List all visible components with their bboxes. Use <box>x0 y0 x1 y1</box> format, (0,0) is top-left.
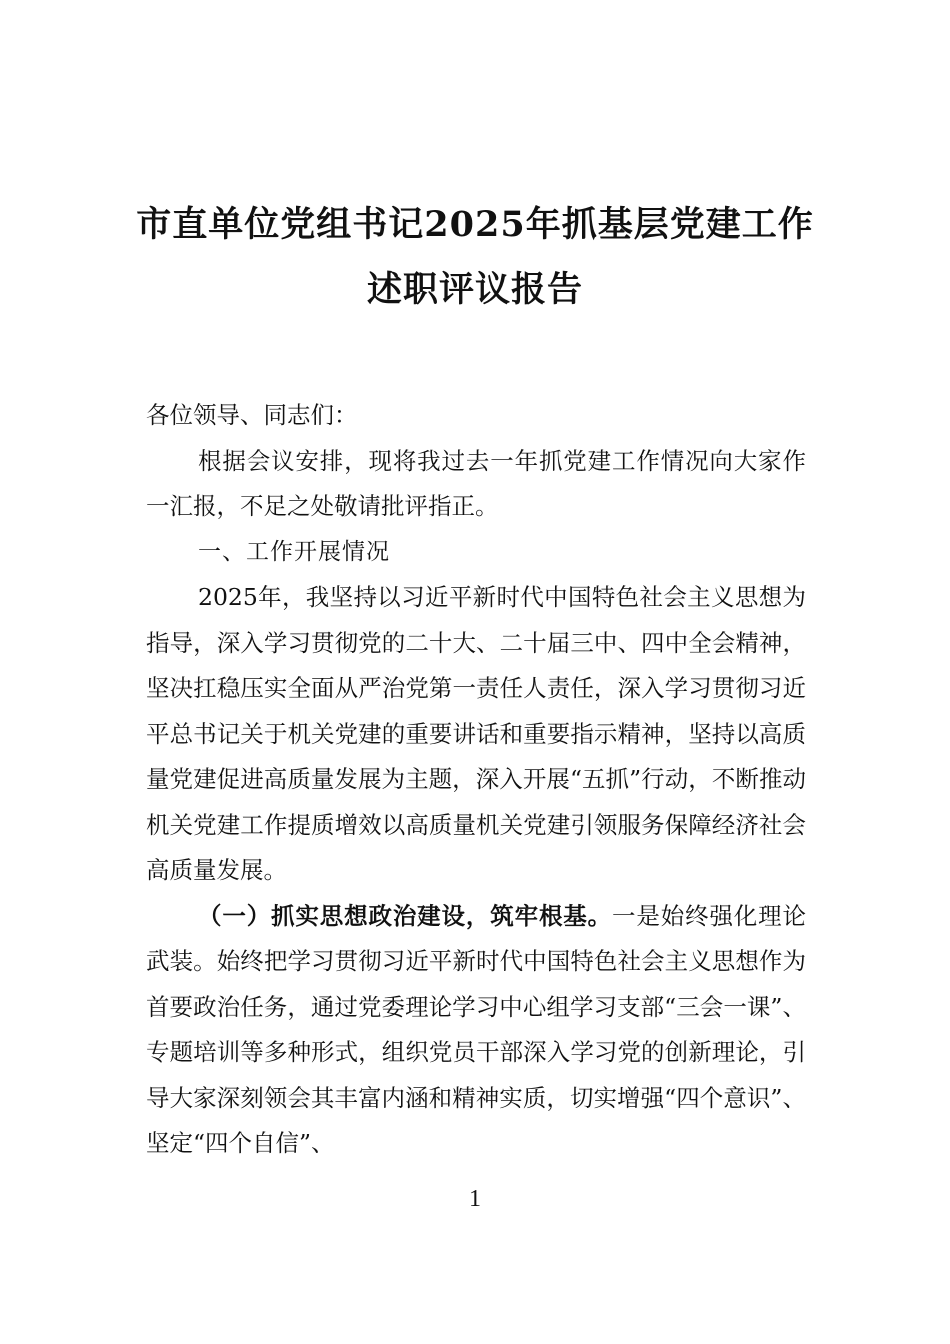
subsection-text: 一是始终强化理论武装。始终把学习贯彻习近平新时代中国特色社会主义思想作为首要政治任务，通过党委理论学习中心组学习支部“三会一课”、专题培训等多种形式，组织党员干部深入学习党的创新理论，引导大家深刻领会其丰富内涵和精神实质，切实增强“四个意识”、坚定“四个自信”、 <box>146 901 807 1157</box>
section-paragraph: 2025年，我坚持以习近平新时代中国特色社会主义思想为指导，深入学习贯彻党的二十大、二十届三中、四中全会精神，坚决扛稳压实全面从严治党第一责任人责任，深入学习贯彻习近平总书记关于机关党建的重要讲话和重要指示精神，坚持以高质量党建促进高质量发展为主题，深入开展“五抓”行动，不断推动机关党建工作提质增效以高质量机关党建引领服务保障经济社会高质量发展。 <box>146 583 806 884</box>
document-body <box>146 393 806 1167</box>
salutation: 各位领导、同志们： <box>146 401 358 429</box>
document-title-line-1: 市直单位党组书记2025年抓基层党建工作 <box>136 204 814 245</box>
subsection-lead: （一）抓实思想政治建设，筑牢根基。 <box>198 901 613 930</box>
intro-paragraph: 根据会议安排，现将我过去一年抓党建工作情况向大家作一汇报，不足之处敬请批评指正。 <box>146 446 806 520</box>
document-title-line-2: 述职评议报告 <box>366 269 583 310</box>
subsection-paragraph <box>146 894 806 1167</box>
page-number: 1 <box>469 1186 481 1212</box>
section-heading: 一、工作开展情况 <box>198 538 390 565</box>
